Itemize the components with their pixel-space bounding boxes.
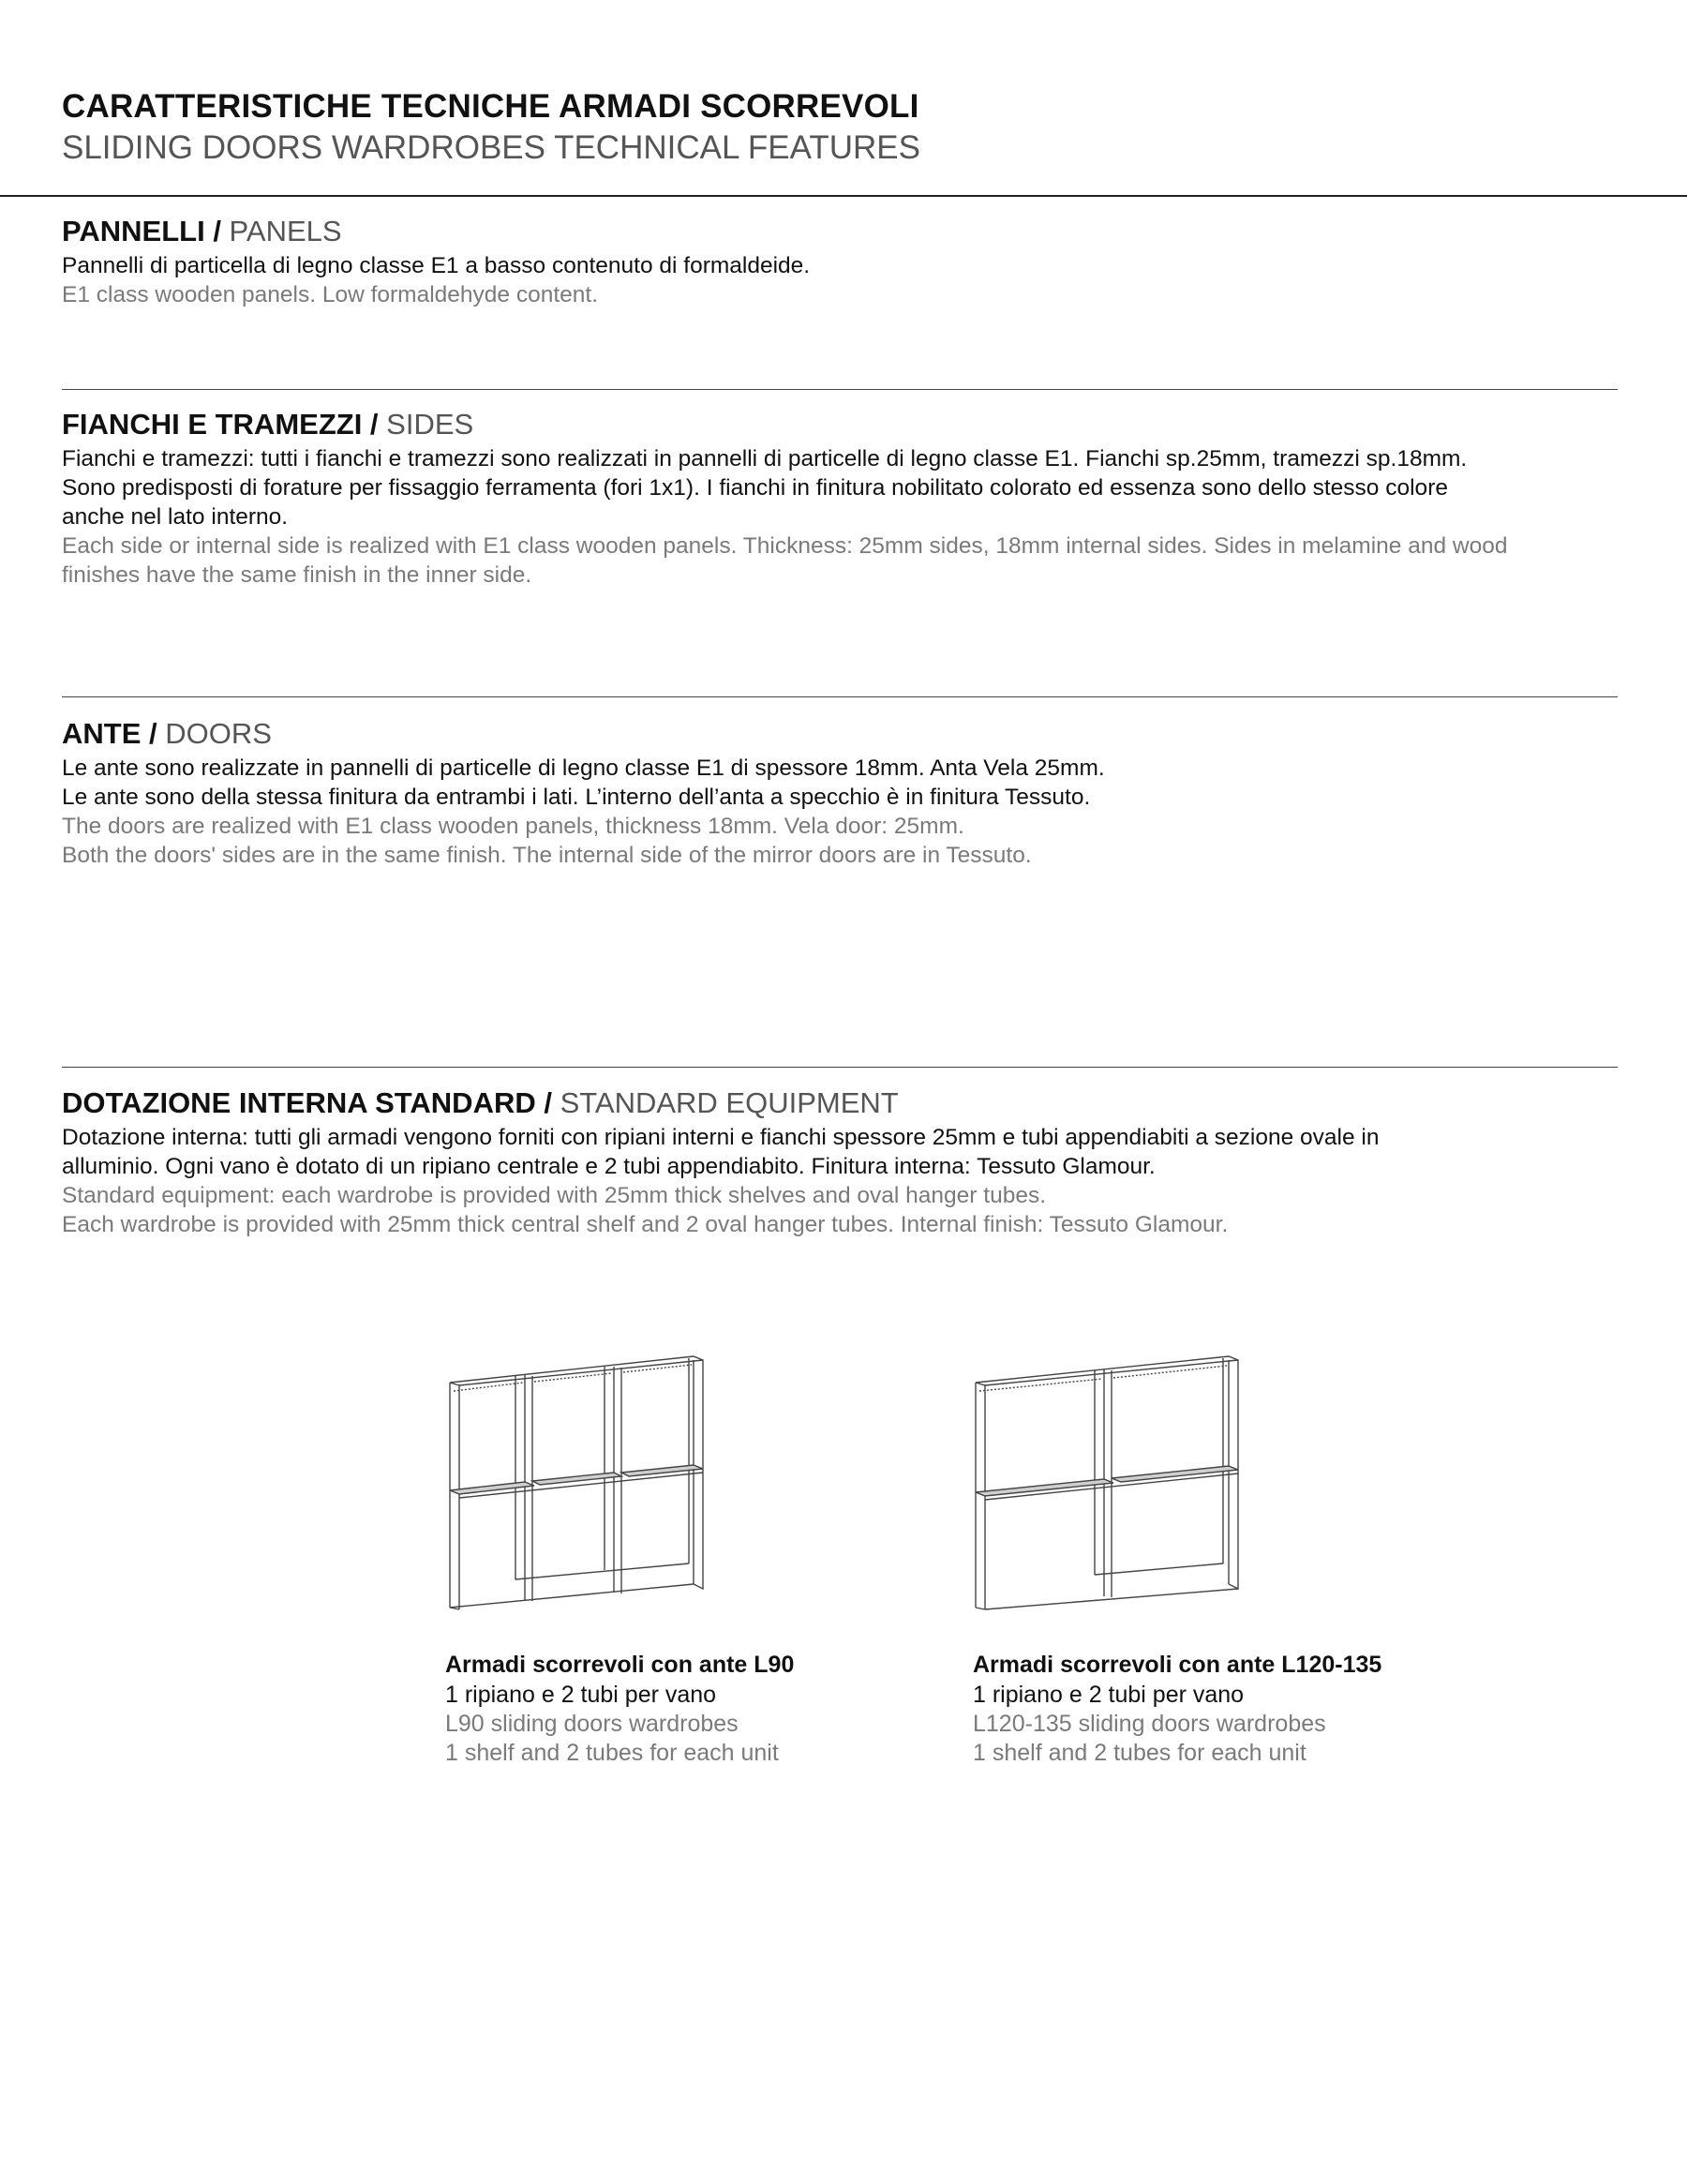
wardrobe-three-bay-icon [440,1350,712,1622]
caption-it: 1 ripiano e 2 tubi per vano [445,1682,717,1708]
section-divider [62,696,1618,697]
section-title-en: STANDARD EQUIPMENT [560,1086,899,1119]
section-title [62,214,1636,249]
page-subtitle: SLIDING DOORS WARDROBES TECHNICAL FEATURES [62,129,920,166]
section-title-it: ANTE [62,717,142,750]
section-title [62,716,1636,752]
text-it-line: Fianchi e tramezzi: tutti i fianchi e tramezzi sono realizzati in pannelli di particelle di legno classe E1. Fianchi sp.25mm, tramezzi sp.18mm. [62,446,1468,471]
page-header [62,86,1655,169]
wardrobe-two-bay-icon [970,1350,1242,1622]
section-sides [62,407,1636,590]
section-divider [62,1067,1618,1068]
caption-en: L120-135 sliding doors wardrobes [973,1711,1326,1737]
text-it-line: Le ante sono della stessa finitura da entrambi i lati. L’interno dell’anta a specchio è in finitura Tessuto. [62,785,1091,810]
page-title: CARATTERISTICHE TECNICHE ARMADI SCORREVOLI [62,88,919,125]
section-title-separator: / [535,1086,560,1119]
text-it-line: Pannelli di particella di legno classe E1 a basso contenuto di formaldeide. [62,253,811,278]
section-title [62,1085,1636,1121]
caption-en: 1 shelf and 2 tubes for each unit [973,1740,1306,1766]
section-title-separator: / [141,717,166,750]
text-en-line: Each side or internal side is realized with E1 class wooden panels. Thickness: 25mm sides, 18mm internal sides. Sides in melamine and wood [62,533,1508,559]
section-title-en: SIDES [386,408,474,441]
section-doors [62,716,1636,870]
text-en-line: Both the doors' sides are in the same finish. The internal side of the mirror doors are in Tessuto. [62,843,1032,868]
text-en-line: Each wardrobe is provided with 25mm thick central shelf and 2 oval hanger tubes. Internal finish: Tessuto Glamour. [62,1212,1229,1237]
text-en-line: Standard equipment: each wardrobe is provided with 25mm thick shelves and oval hanger tubes. [62,1183,1047,1208]
section-title-separator: / [204,215,230,247]
text-it-line: Sono predisposti di forature per fissaggio ferramenta (fori 1x1). I fianchi in finitura nobilitato colorato ed essenza sono dello stesso colore [62,475,1448,501]
text-en-line: finishes have the same finish in the inner side. [62,562,532,588]
section-title-it: FIANCHI E TRAMEZZI [62,408,363,441]
section-divider [62,389,1618,390]
text-it-line: Le ante sono realizzate in pannelli di particelle di legno classe E1 di spessore 18mm. Anta Vela 25mm. [62,755,1105,781]
section-title-it: PANNELLI [62,215,205,247]
text-en-line: E1 class wooden panels. Low formaldehyde content. [62,282,599,307]
section-panels [62,214,1636,309]
figure-caption [445,1650,970,1768]
text-it-line: anche nel lato interno. [62,504,289,530]
text-it-line: Dotazione interna: tutti gli armadi vengono forniti con ripiani interni e fianchi spessore 25mm e tubi appendiabiti a sezione ovale in [62,1125,1380,1150]
section-title-it: DOTAZIONE INTERNA STANDARD [62,1086,536,1119]
caption-title: Armadi scorrevoli con ante L120-135 [973,1652,1382,1678]
text-en-line: The doors are realized with E1 class wooden panels, thickness 18mm. Vela door: 25mm. [62,814,964,839]
section-title [62,407,1636,442]
section-title-en: DOORS [165,717,272,750]
caption-en: 1 shelf and 2 tubes for each unit [445,1740,779,1766]
caption-title: Armadi scorrevoli con ante L90 [445,1652,795,1678]
header-divider [0,195,1687,197]
caption-it: 1 ripiano e 2 tubi per vano [973,1682,1245,1708]
caption-en: L90 sliding doors wardrobes [445,1711,739,1737]
section-title-en: PANELS [229,215,342,247]
section-title-separator: / [362,408,387,441]
figure-caption [973,1650,1498,1768]
section-standard-equipment [62,1085,1636,1239]
text-it-line: alluminio. Ogni vano è dotato di un ripiano centrale e 2 tubi appendiabito. Finitura interna: Tessuto Glamour. [62,1154,1156,1179]
